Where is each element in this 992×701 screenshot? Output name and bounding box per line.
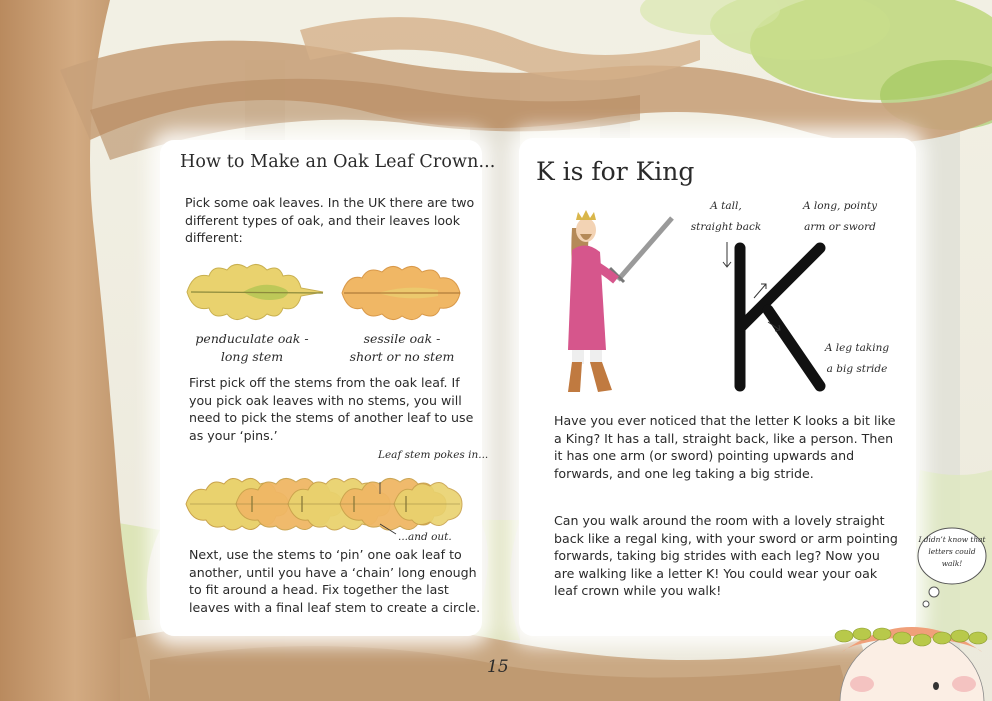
sessile-caption-line2: short or no stem <box>349 349 455 364</box>
sessile-caption <box>342 330 462 366</box>
label-pointy-arm <box>800 196 880 238</box>
label-big-stride <box>818 338 896 380</box>
pedunculate-oak-leaf <box>183 258 328 326</box>
label-tall-back-line1: A tall, <box>710 200 742 212</box>
king-illustration <box>560 200 680 400</box>
label-big-stride-line1: A leg taking <box>824 342 890 354</box>
stems-paragraph: First pick off the stems from the oak leaf. If you pick oak leaves with no stems, you will need to pick the stems of another leaf to use as your ‘pins.’ <box>189 375 474 443</box>
back-arrow-icon <box>720 240 734 270</box>
label-and-out: ...and out. <box>398 531 452 543</box>
sessile-oak-leaf <box>338 262 463 324</box>
label-tall-back-line2: straight back <box>690 221 762 233</box>
pedunculate-caption-line1: penduculate oak - <box>195 331 309 346</box>
left-page-title: How to Make an Oak Leaf Crown... <box>180 152 496 172</box>
label-pointy-arm-line1: A long, pointy <box>802 200 878 212</box>
label-pointy-arm-line2: arm or sword <box>804 221 876 233</box>
thought-bubble-text <box>918 534 986 570</box>
label-tall-back <box>686 196 766 238</box>
page-number: 15 <box>487 657 509 677</box>
pedunculate-caption <box>192 330 312 366</box>
letter-k-diagram <box>728 238 828 396</box>
pinning-paragraph: Next, use the stems to ‘pin’ one oak leaf to another, until you have a ‘chain’ long enough to fit around a head. Fix together the last leaves with a final leaf stem to create a circle. <box>189 547 481 615</box>
bubble-line1: I didn’t know that <box>918 535 986 544</box>
walk-like-k-paragraph: Can you walk around the room with a lovely straight back like a regal king, with your sword or arm pointing forwards, taking big strides with each leg? Now you are walking like a letter K! You could wear your oak leaf crown while you walk! <box>554 513 898 598</box>
label-big-stride-line2: a big stride <box>826 363 888 375</box>
label-stem-pokes-in: Leaf stem pokes in... <box>378 449 489 461</box>
sessile-caption-line1: sessile oak - <box>363 331 441 346</box>
intro-paragraph: Pick some oak leaves. In the UK there are two different types of oak, and their leaves look different: <box>185 195 475 245</box>
child-with-leaf-crown <box>832 612 992 701</box>
right-page-title: K is for King <box>536 157 695 186</box>
bubble-line2: letters could walk! <box>928 547 976 568</box>
pedunculate-caption-line2: long stem <box>220 349 284 364</box>
k-looks-like-king-paragraph: Have you ever noticed that the letter K looks a bit like a King? It has a tall, straight back, like a person. Then it has one arm (or sword) pointing upwards and forwards, and one leg taking a big stride. <box>554 413 896 481</box>
